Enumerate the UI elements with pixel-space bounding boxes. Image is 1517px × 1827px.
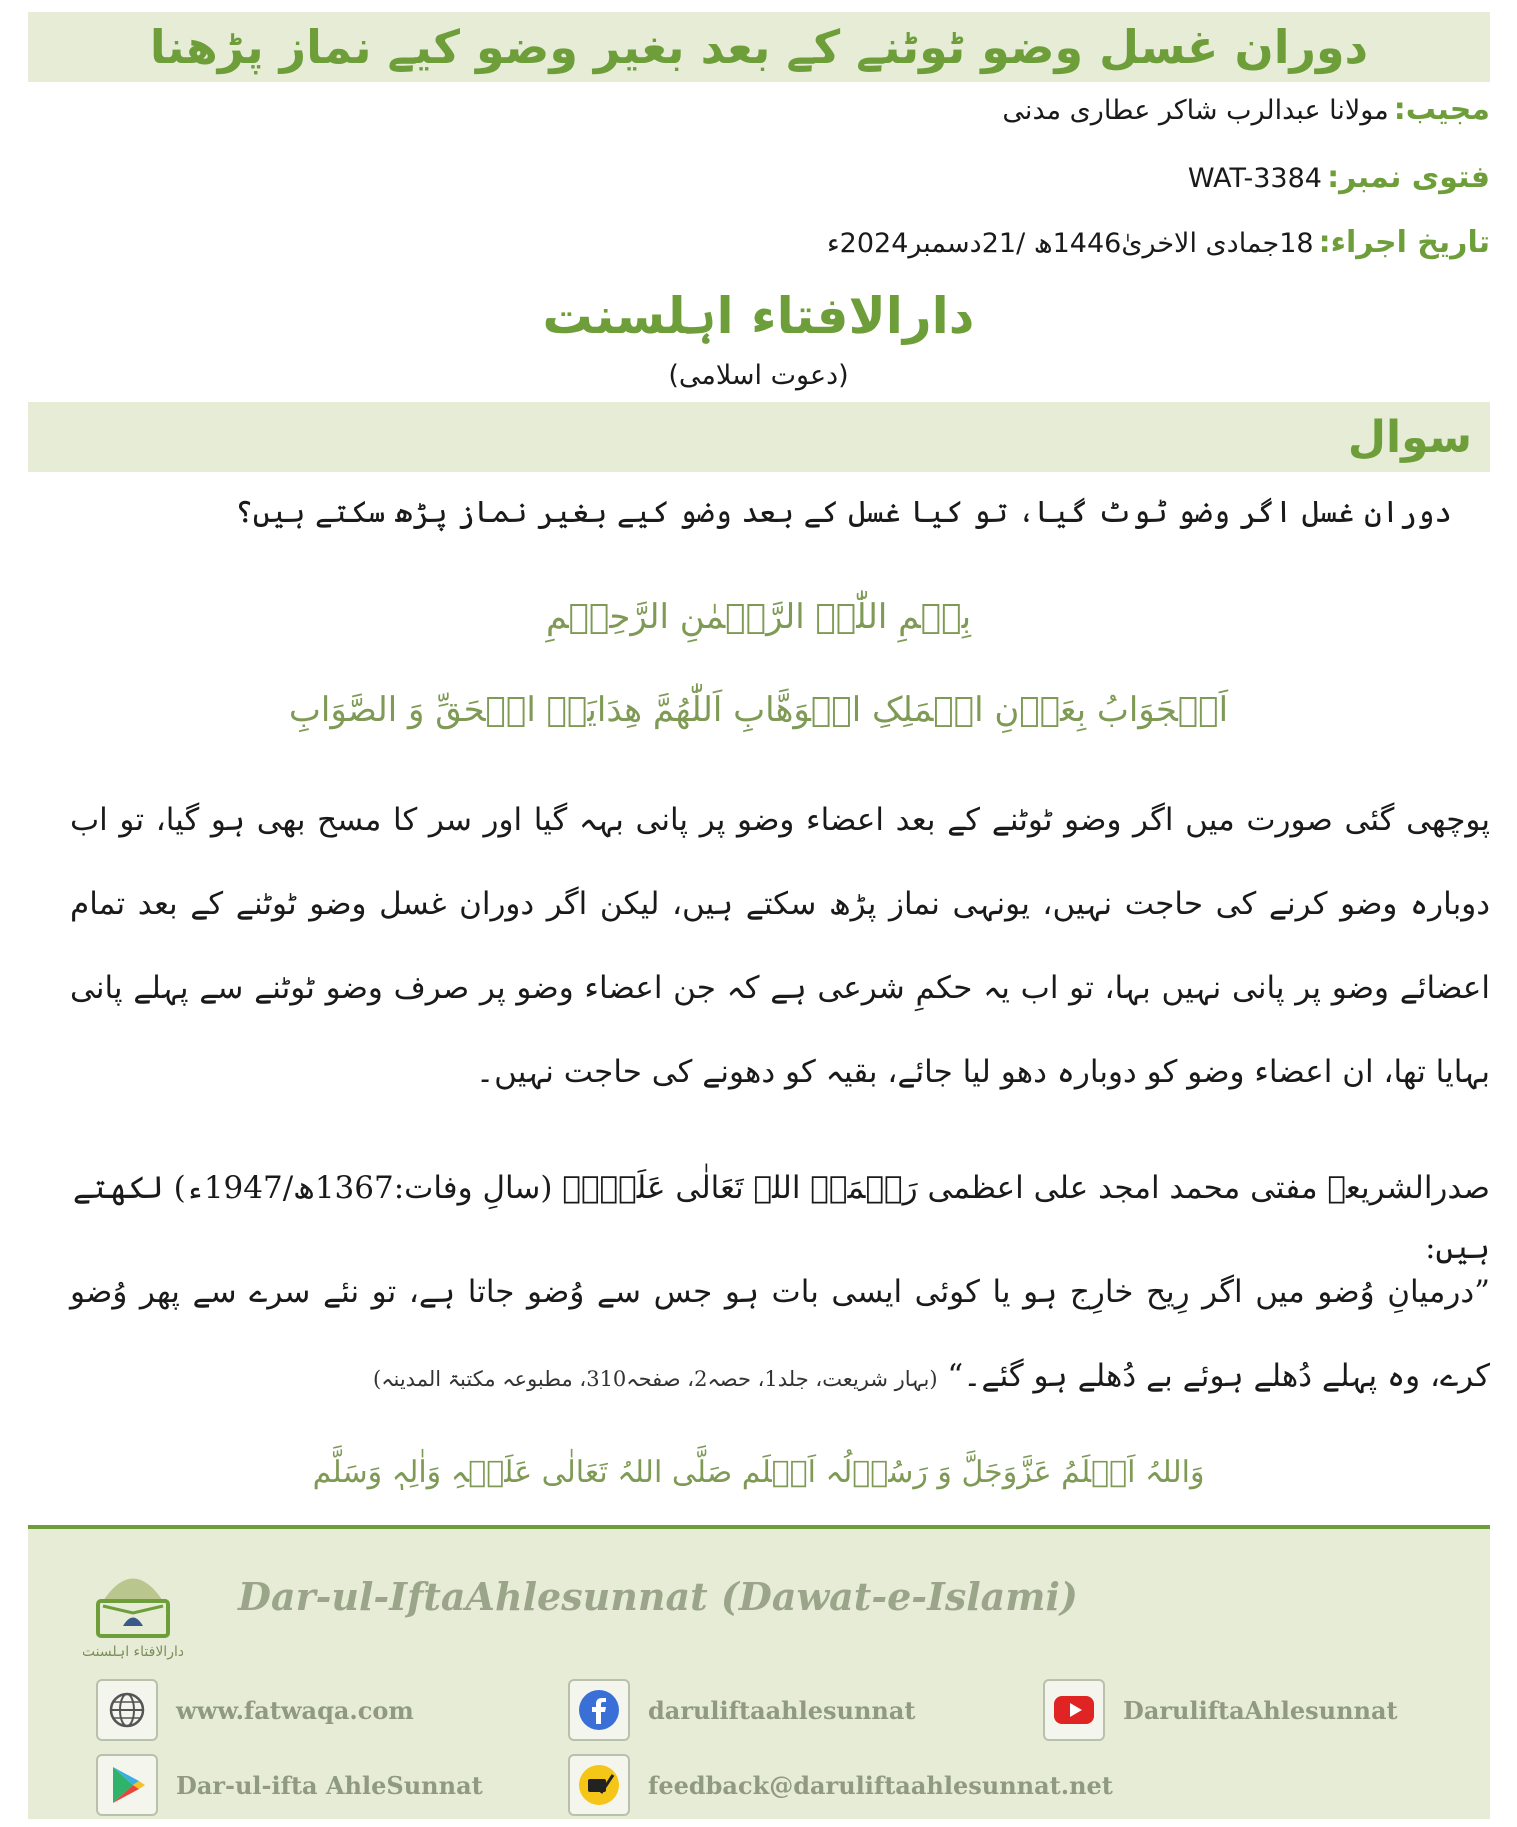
organization-title: دارالافتاء اہلسنت	[542, 287, 975, 345]
website-text: www.fatwaqa.com	[176, 1695, 414, 1725]
mujeeb-label: مجیب:	[1393, 92, 1490, 127]
globe-icon	[96, 1679, 158, 1741]
feedback-icon	[568, 1754, 630, 1816]
facebook-icon	[568, 1679, 630, 1741]
logo-text: دارالافتاء اہلسنت	[83, 1644, 183, 1660]
answer-opening: اَلۡجَوَابُ بِعَوۡنِ الۡمَلِکِ الۡوَھَّابِ اَللّٰھُمَّ ھِدَایَۃَ الۡحَقِّ وَ الصَّوَابِ	[288, 690, 1229, 730]
issue-date-row	[827, 225, 1490, 260]
quote-block	[70, 1250, 1490, 1421]
youtube-link[interactable]	[1043, 1679, 1398, 1741]
facebook-text: daruliftaahlesunnat	[648, 1695, 916, 1725]
footer-brand: Dar-ul-IftaAhlesunnat (Dawat-e-Islami)	[238, 1574, 1078, 1619]
feedback-email-link[interactable]	[568, 1754, 1113, 1816]
closing-line: وَاللہُ اَعۡلَمُ عَزَّوَجَلَّ وَ رَسُوۡلُہ اَعۡلَم صَلَّی اللہُ تَعَالٰی عَلَیۡہِ وَاٰلِہٖ وَسَلَّم	[312, 1455, 1205, 1490]
page-title: دوران غسل وضو ٹوٹنے کے بعد بغیر وضو کیے نماز پڑھنا	[149, 20, 1369, 74]
title-band	[28, 12, 1490, 82]
website-link[interactable]	[96, 1679, 414, 1741]
feedback-email-text: feedback@daruliftaahlesunnat.net	[648, 1770, 1113, 1800]
facebook-link[interactable]	[568, 1679, 916, 1741]
fatwa-number-row	[1188, 160, 1490, 195]
bismillah: بِسۡمِ اللّٰہِ الرَّحۡمٰنِ الرَّحِیۡمِ	[545, 597, 972, 637]
darulifta-logo	[83, 1551, 183, 1671]
fatwa-number-label: فتوی نمبر:	[1327, 160, 1490, 195]
youtube-icon	[1043, 1679, 1105, 1741]
fatwa-number-value: WAT-3384	[1187, 163, 1322, 194]
footer	[28, 1529, 1490, 1819]
play-store-icon	[96, 1754, 158, 1816]
quote-reference: (بہار شریعت، جلد1، حصہ2، صفحہ310، مطبوعہ مکتبۃ المدینہ)	[373, 1367, 938, 1391]
question-text: دوران غسل اگر وضو ٹوٹ گیا، تو کیا غسل کے بعد وضو کیے بغیر نماز پڑھ سکتے ہیں؟	[235, 495, 1452, 530]
answer-body: پوچھی گئی صورت میں اگر وضو ٹوٹنے کے بعد اعضاء وضو پر پانی بہہ گیا اور سر کا مسح بھی ہو گیا، تو اب دوبارہ وضو کرنے کی حاجت نہیں، یونہی نماز پڑھ سکتے ہیں، لیکن اگر دوران غسل وضو ٹوٹنے کے بعد تمام اعضائے وضو پر پانی نہیں بہا، تو اب یہ حکمِ شرعی ہے کہ جن اعضاء وضو پر صرف وضو ٹوٹنے سے پہلے پانی بہایا تھا، ان اعضاء وضو کو دوبارہ دھو لیا جائے، بقیہ کو دھونے کی حاجت نہیں۔	[70, 802, 1490, 1090]
playstore-link[interactable]	[96, 1754, 483, 1816]
youtube-text: DaruliftaAhlesunnat	[1123, 1695, 1398, 1725]
mujeeb-row	[1002, 92, 1490, 127]
mujeeb-value: مولانا عبدالرب شاکر عطاری مدنی	[1002, 95, 1389, 126]
quote-intro: صدرالشریعہ مفتی محمد امجد علی اعظمی رَحۡمَۃُ اللہ تَعَالٰی عَلَیۡہِ (سالِ وفات:1367ھ/1947ء) لکھتے ہیں:	[72, 1170, 1490, 1266]
issue-date-label: تاریخ اجراء:	[1318, 225, 1490, 260]
playstore-text: Dar-ul-ifta AhleSunnat	[176, 1770, 483, 1800]
quote-text: ”درمیانِ وُضو میں اگر رِیح خارِج ہو یا کوئی ایسی بات ہو جس سے وُضو جاتا ہے، تو نئے سرے سے پھر وُضو کرے، وہ پہلے دُھلے ہوئے بے دُھلے ہو گئے۔“	[70, 1274, 1490, 1394]
organization-subtitle: (دعوت اسلامی)	[668, 360, 849, 391]
issue-date-value: 18جمادی الاخریٰ1446ھ /21دسمبر2024ء	[826, 228, 1314, 259]
question-heading: سوال	[1347, 412, 1472, 463]
question-band	[28, 402, 1490, 472]
